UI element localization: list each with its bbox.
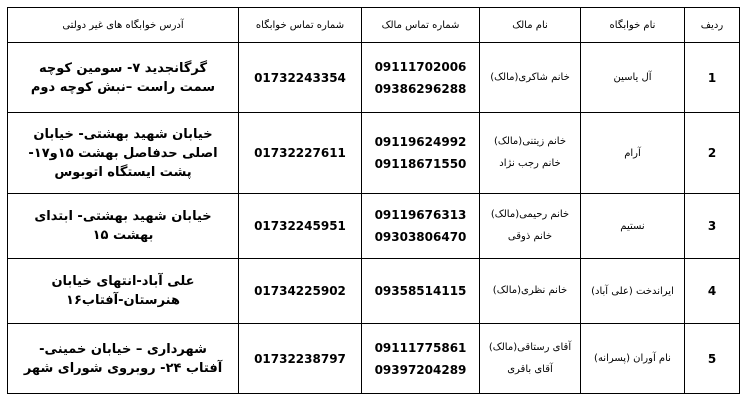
hostel-phone: 01732227611 [239, 113, 362, 194]
owner-phone [362, 259, 480, 324]
hostel-address [8, 324, 239, 394]
hostel-phone: 01732245951 [239, 194, 362, 259]
address-line: سمت راست –نبش کوچه دوم [30, 79, 216, 95]
hostel-phone: 01734225902 [239, 259, 362, 324]
hostel-address [8, 194, 239, 259]
table-row [8, 43, 740, 113]
hostel-address [8, 43, 239, 113]
header-name: نام خوابگاه [581, 8, 685, 43]
header-owner-phone: شماره تماس مالک [362, 8, 480, 43]
owner-phone-line: 09111775861 [374, 340, 467, 355]
owner-name-line: خانم رحیمی(مالک) [490, 209, 570, 220]
address-line: هنرستان-آفتاب۱۶ [66, 293, 180, 308]
owner-name-line: خانم نظری(مالک) [492, 285, 568, 296]
address-line: آفتاب ۲۴- روبروی شورای شهر [23, 360, 223, 376]
hostel-phone: 01732238797 [239, 324, 362, 394]
owner-name [480, 113, 581, 194]
table-row [8, 324, 740, 394]
hostels-table [7, 7, 740, 394]
owner-phone [362, 43, 480, 113]
row-number: 5 [685, 324, 740, 394]
address-line: خیابان شهید بهشتی- ابتدای [34, 209, 212, 224]
owner-phone-line: 09358514115 [374, 284, 467, 298]
address-line: علی آباد-انتهای خیابان [51, 274, 195, 289]
table-row [8, 259, 740, 324]
header-address: آدرس خوابگاه های غیر دولتی [8, 8, 239, 43]
owner-phone-line: 09397204289 [374, 362, 467, 377]
header-owner: نام مالک [480, 8, 581, 43]
owner-phone-line: 09111702006 [374, 59, 467, 74]
owner-phone-line: 09386296288 [374, 81, 467, 96]
address-line: بهشت ۱۵ [92, 228, 154, 243]
header-hostel-phone: شماره تماس خوابگاه [239, 8, 362, 43]
owner-name-line: خانم ذوقی [507, 231, 553, 242]
owner-name-line: آقای رستاقی(مالک) [488, 341, 572, 353]
header-no: ردیف [685, 8, 740, 43]
owner-name [480, 43, 581, 113]
hostel-address [8, 113, 239, 194]
address-line: اصلی حدفاصل بهشت ۱۵و۱۷- [28, 145, 218, 161]
hostels-table-container [7, 7, 724, 394]
address-line: شهرداری – خیابان خمینی- [39, 341, 207, 357]
hostel-phone: 01732243354 [239, 43, 362, 113]
hostel-name: آرام [581, 113, 685, 194]
address-line: گرگانجدید ۷- سومین کوچه [38, 60, 208, 76]
owner-name-line: آقای باقری [507, 363, 553, 375]
table-row [8, 113, 740, 194]
hostel-name: ایراندخت (علی آباد) [581, 259, 685, 324]
owner-name-line: خانم زیتنی(مالک) [493, 136, 567, 147]
owner-name [480, 194, 581, 259]
owner-phone [362, 194, 480, 259]
owner-phone-line: 09119676313 [374, 208, 467, 222]
owner-phone [362, 324, 480, 394]
owner-phone-line: 09303806470 [374, 230, 467, 244]
owner-name [480, 324, 581, 394]
row-number: 4 [685, 259, 740, 324]
address-line: پشت ایستگاه اتوبوس [54, 164, 192, 180]
owner-phone [362, 113, 480, 194]
header-row [8, 8, 740, 43]
row-number: 3 [685, 194, 740, 259]
owner-name-line: خانم شاکری(مالک) [490, 71, 570, 83]
row-number: 1 [685, 43, 740, 113]
hostel-name: نستیم [581, 194, 685, 259]
owner-phone-line: 09118671550 [374, 157, 467, 171]
owner-phone-line: 09119624992 [374, 135, 467, 149]
owner-name [480, 259, 581, 324]
row-number: 2 [685, 113, 740, 194]
hostel-name: آل یاسین [581, 43, 685, 113]
hostel-name: نام آوران (پسرانه) [581, 324, 685, 394]
owner-name-line: خانم رجب نژاد [499, 158, 561, 169]
table-row [8, 194, 740, 259]
hostel-address [8, 259, 239, 324]
address-line: خیابان شهید بهشتی- خیابان [33, 126, 213, 142]
